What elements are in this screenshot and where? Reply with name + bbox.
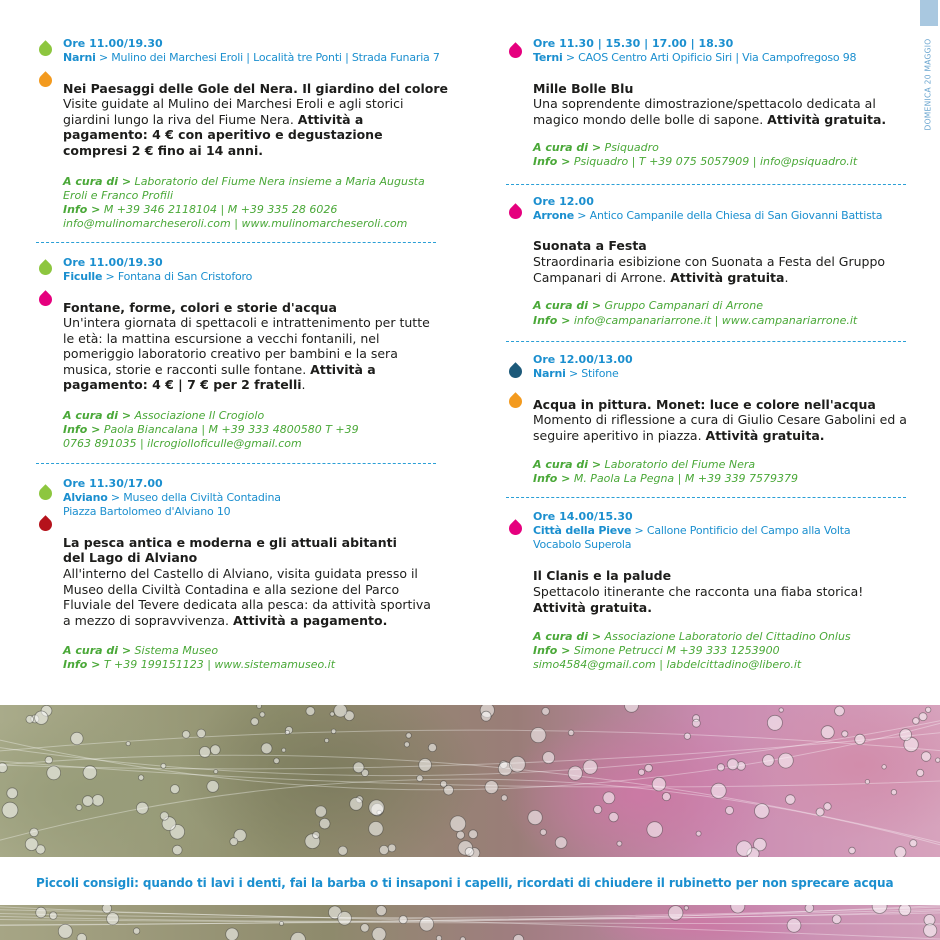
event-time: Ore 14.00/15.30: [533, 510, 633, 523]
dew-drop: [197, 729, 206, 738]
dew-drop: [199, 747, 210, 758]
dew-drop: [652, 777, 666, 791]
dew-drop: [568, 730, 574, 736]
dew-drop: [684, 733, 690, 739]
dew-drop: [334, 705, 347, 717]
dew-drop: [717, 764, 724, 771]
dew-drop: [226, 928, 239, 940]
event-time: Ore 12.00/13.00: [533, 353, 633, 366]
dew-drop: [899, 905, 911, 916]
dew-drop: [910, 840, 917, 847]
event-title: Suonata a Festa: [533, 238, 647, 253]
dew-drop: [603, 792, 615, 804]
dew-drop: [457, 831, 465, 839]
dew-drop: [399, 916, 407, 924]
dew-drop: [821, 726, 834, 739]
dew-drop: [419, 759, 432, 772]
dew-drop: [49, 912, 57, 920]
dew-drop: [440, 781, 446, 787]
event-title: La pesca antica e moderna e gli attuali abitanti del Lago di Alviano: [63, 535, 397, 565]
spider-web-photo: [0, 705, 940, 857]
web-drops-bottom: [0, 905, 940, 940]
dew-drop: [919, 713, 927, 721]
drop-red-icon: [36, 515, 54, 533]
side-date-label: DOMENICA 20 MAGGIO: [923, 38, 933, 131]
dew-drop: [313, 832, 320, 839]
dew-drop: [842, 731, 848, 737]
dew-drop: [306, 707, 315, 716]
dew-drop: [36, 907, 47, 918]
dew-drop: [136, 802, 148, 814]
dew-drop: [160, 812, 168, 820]
tip-text: Piccoli consigli: quando ti lavi i denti, fai la barba o ti insaponi i capelli, ricordati di chiudere il rubinetto per non sprecare acqua: [36, 876, 894, 890]
dew-drop: [107, 913, 119, 925]
dew-drop: [214, 770, 218, 774]
event-curator: A cura di > Laboratorio del Fiume Nera: [533, 458, 756, 471]
event-time: Ore 11.30 | 15.30 | 17.00 | 18.30: [533, 37, 734, 50]
dew-drop: [625, 705, 639, 712]
dew-drop: [638, 769, 644, 775]
drop-magenta-icon: [506, 42, 524, 60]
event-place: Ficulle > Fontana di San Cristoforo: [63, 270, 253, 283]
dew-drop: [805, 905, 814, 912]
dew-drop: [583, 760, 597, 774]
dew-drop: [404, 742, 409, 747]
dew-drop: [369, 822, 383, 836]
dew-drop: [594, 805, 602, 813]
dew-drop: [379, 845, 388, 854]
dew-drop: [465, 848, 474, 857]
dew-drop: [668, 906, 683, 921]
event-description: All'interno del Castello di Alviano, visita guidata presso il Museo della Civiltà Contadina e alla sezione del Parco Fluviale del Tevere dedicata alla pesca: da attività sportiva a mezzo di sopravvivenza. Attività a pagamento.: [63, 566, 431, 628]
dew-drop: [485, 781, 498, 794]
dew-drop: [230, 838, 238, 846]
event-info: Info > M +39 346 2118104 | M +39 335 28 6026 info@mulinomarcheseroli.com | www.mulinomarcheseroli.com: [63, 203, 408, 230]
dew-drop: [816, 808, 824, 816]
dew-drop: [510, 756, 526, 772]
dew-drop: [609, 812, 618, 821]
dew-drop: [786, 795, 796, 805]
event-description: Spettacolo itinerante che racconta una fiaba storica! Attività gratuita.: [533, 584, 864, 615]
dew-drop: [338, 912, 352, 926]
event-place: Narni > Stifone: [533, 367, 619, 380]
drop-orange-icon: [506, 392, 524, 410]
dew-drop: [763, 755, 775, 767]
dew-drop: [755, 804, 770, 819]
dew-drop: [45, 756, 52, 763]
event-time: Ore 12.00: [533, 195, 594, 208]
dew-drop: [372, 927, 386, 940]
dew-drop: [872, 905, 887, 914]
dew-drop: [260, 712, 265, 717]
drop-green-icon: [36, 484, 54, 502]
event-curator: A cura di > Psiquadro: [533, 141, 659, 154]
event-place-line2: Piazza Bartolomeo d'Alviano 10: [63, 505, 231, 518]
dew-drop: [77, 933, 86, 940]
event-curator: A cura di > Associazione Laboratorio del Cittadino Onlus: [533, 630, 851, 643]
dew-drop: [83, 796, 94, 807]
dew-drop: [26, 716, 34, 724]
dew-drop: [319, 818, 330, 829]
dew-drop: [369, 800, 384, 815]
dew-drop: [540, 829, 546, 835]
dew-drop: [406, 733, 411, 738]
dew-drop: [285, 730, 289, 734]
dew-drop: [779, 708, 783, 712]
dew-drop: [376, 906, 386, 916]
dew-drop: [182, 731, 190, 739]
event-curator: A cura di > Associazione Il Crogiolo: [63, 409, 265, 422]
dew-drop: [2, 802, 18, 818]
divider: [506, 184, 906, 185]
dew-drop: [731, 905, 745, 913]
divider: [36, 463, 436, 464]
dew-drop: [257, 705, 262, 708]
dew-drop: [210, 745, 220, 755]
dew-drop: [900, 729, 912, 741]
dew-drop: [76, 804, 82, 810]
event-curator: A cura di > Laboratorio del Fiume Nera insieme a Maria Augusta Eroli e Franco Profili: [63, 175, 425, 202]
dew-drop: [330, 712, 334, 716]
event-time: Ore 11.00/19.30: [63, 37, 163, 50]
dew-drop: [428, 744, 436, 752]
dew-drop: [469, 830, 478, 839]
dew-drop: [133, 928, 139, 934]
dew-drop: [617, 841, 622, 846]
event-place: Alviano > Museo della Civiltà Contadina: [63, 491, 281, 504]
event-place: Arrone > Antico Campanile della Chiesa di San Giovanni Battista: [533, 209, 883, 222]
event-info: Info > T +39 199151123 | www.sistemamuseo.it: [63, 658, 336, 671]
dew-drop: [170, 785, 179, 794]
dew-drop: [501, 795, 507, 801]
dew-drop: [274, 758, 280, 764]
dew-drop: [481, 711, 491, 721]
dew-drop: [692, 719, 700, 727]
dew-drop: [282, 748, 286, 752]
dew-drop: [787, 919, 801, 933]
dew-drop: [7, 788, 18, 799]
dew-drop: [417, 775, 423, 781]
web-strand: [0, 730, 940, 751]
drop-magenta-icon: [36, 290, 54, 308]
drop-navy-icon: [506, 362, 524, 380]
event-info: Info > Simone Petrucci M +39 333 1253900 simo4584@gmail.com | labdelcittadino@libero.it: [533, 644, 802, 671]
dew-drop: [882, 765, 886, 769]
event-place: Città della Pieve > Callone Pontificio del Campo alla Volta: [533, 524, 851, 537]
drop-magenta-icon: [506, 203, 524, 221]
spider-web-photo-bottom: [0, 905, 940, 940]
dew-drop: [849, 847, 856, 854]
dew-drop: [207, 781, 219, 793]
dew-drop: [161, 763, 166, 768]
dew-drop: [251, 718, 259, 726]
event-place-line2: Vocabolo Superola: [533, 538, 632, 551]
dew-drop: [126, 742, 130, 746]
dew-drop: [736, 841, 751, 856]
event-place: Terni > CAOS Centro Arti Opificio Siri | Via Campofregoso 98: [533, 51, 857, 64]
dew-drop: [924, 924, 937, 937]
dew-drop: [684, 906, 688, 910]
dew-drop: [338, 846, 347, 855]
dew-drop: [47, 766, 61, 780]
dew-drop: [711, 783, 726, 798]
event-description: Un'intera giornata di spettacoli e intrattenimento per tutte le età: la mattina escursione a vecchi fontanili, nel pomeriggio laboratorio creativo per bambini e la sera musica, storie e racconti sulle fontane. Attività a pagamento: 4 € | 7 € per 2 fratelli.: [63, 315, 430, 392]
dew-drop: [528, 810, 542, 824]
dew-drop: [0, 763, 7, 773]
event-title: Acqua in pittura. Monet: luce e colore nell'acqua: [533, 397, 876, 412]
dew-drop: [30, 828, 39, 837]
drop-magenta-icon: [506, 519, 524, 537]
dew-drop: [280, 922, 284, 926]
dew-drop: [173, 845, 183, 855]
divider: [36, 242, 436, 243]
event-title: Mille Bolle Blu: [533, 81, 634, 96]
dew-drop: [662, 793, 670, 801]
event-info: Info > Paola Biancalana | M +39 333 4800580 T +39 0763 891035 | ilcrogiolloficulle@gmail.com: [63, 423, 359, 450]
dew-drop: [315, 806, 326, 817]
dew-drop: [727, 759, 738, 770]
dew-drop: [331, 729, 336, 734]
dew-drop: [261, 743, 272, 754]
dew-drop: [58, 924, 72, 938]
divider: [506, 341, 906, 342]
event-curator: A cura di > Sistema Museo: [63, 644, 219, 657]
dew-drop: [350, 798, 363, 811]
dew-drop: [71, 732, 83, 744]
event-description: Visite guidate al Mulino dei Marchesi Eroli e agli storici giardini lungo la riva del Fiume Nera. Attività a pagamento: 4 € con aperitivo e degustazione compresi 2 € fino ai 14 anni.: [63, 96, 404, 158]
dew-drop: [568, 766, 582, 780]
dew-drop: [543, 752, 555, 764]
dew-drop: [138, 775, 143, 780]
event-title: Nei Paesaggi delle Gole del Nera. Il giardino del colore: [63, 81, 448, 96]
dew-drop: [645, 764, 653, 772]
dew-drop: [855, 734, 865, 744]
event-info: Info > M. Paola La Pegna | M +39 339 7579379: [533, 472, 799, 485]
dew-drop: [726, 806, 734, 814]
dew-drop: [913, 718, 920, 725]
web-strand: [0, 733, 940, 769]
drop-orange-icon: [36, 71, 54, 89]
dew-drop: [25, 838, 38, 851]
side-tab: [918, 0, 940, 145]
dew-drop: [325, 738, 329, 742]
dew-drop: [936, 758, 940, 762]
dew-drop: [891, 790, 896, 795]
event-description: Una soprendente dimostrazione/spettacolo dedicata al magico mondo delle bolle di sapone. Attività gratuita.: [533, 96, 887, 127]
dew-drop: [778, 753, 793, 768]
event-title: Il Clanis e la palude: [533, 568, 672, 583]
event-description: Momento di riflessione a cura di Giulio Cesare Gabolini ed a seguire aperitivo in piazza. Attività gratuita.: [533, 412, 907, 443]
event-time: Ore 11.30/17.00: [63, 477, 163, 490]
dew-drop: [921, 752, 931, 762]
dew-drop: [353, 762, 364, 773]
event-info: Info > info@campanariarrone.it | www.campanariarrone.it: [533, 314, 858, 327]
dew-drop: [92, 795, 103, 806]
dew-drop: [647, 822, 663, 838]
event-title: Fontane, forme, colori e storie d'acqua: [63, 300, 337, 315]
dew-drop: [291, 932, 306, 940]
event-curator: A cura di > Gruppo Campanari di Arrone: [533, 299, 763, 312]
dew-drop: [696, 831, 701, 836]
dew-drop: [420, 917, 434, 931]
event-place: Narni > Mulino dei Marchesi Eroli | Località tre Ponti | Strada Funaria 7: [63, 51, 440, 64]
web-drops: [0, 705, 940, 857]
dew-drop: [542, 708, 550, 716]
drop-green-icon: [36, 259, 54, 277]
dew-drop: [767, 715, 782, 730]
dew-drop: [917, 769, 924, 776]
dew-drop: [555, 837, 567, 849]
dew-drop: [824, 803, 831, 810]
dew-drop: [531, 728, 546, 743]
dew-drop: [835, 706, 845, 716]
dew-drop: [35, 711, 48, 724]
dew-drop: [865, 780, 869, 784]
dew-drop: [361, 924, 369, 932]
event-description: Straordinaria esibizione con Suonata a Festa del Gruppo Campanari di Arrone. Attività gratuita.: [533, 254, 886, 285]
dew-drop: [436, 936, 441, 940]
dew-drop: [895, 847, 906, 857]
event-time: Ore 11.00/19.30: [63, 256, 163, 269]
drop-green-icon: [36, 40, 54, 58]
divider: [506, 497, 906, 498]
dew-drop: [102, 905, 111, 913]
dew-drop: [513, 935, 523, 940]
event-info: Info > Psiquadro | T +39 075 5057909 | info@psiquadro.it: [533, 155, 858, 168]
dew-drop: [926, 707, 931, 712]
dew-drop: [388, 844, 396, 852]
dew-drop: [83, 766, 97, 780]
dew-drop: [450, 816, 466, 832]
dew-drop: [832, 915, 841, 924]
